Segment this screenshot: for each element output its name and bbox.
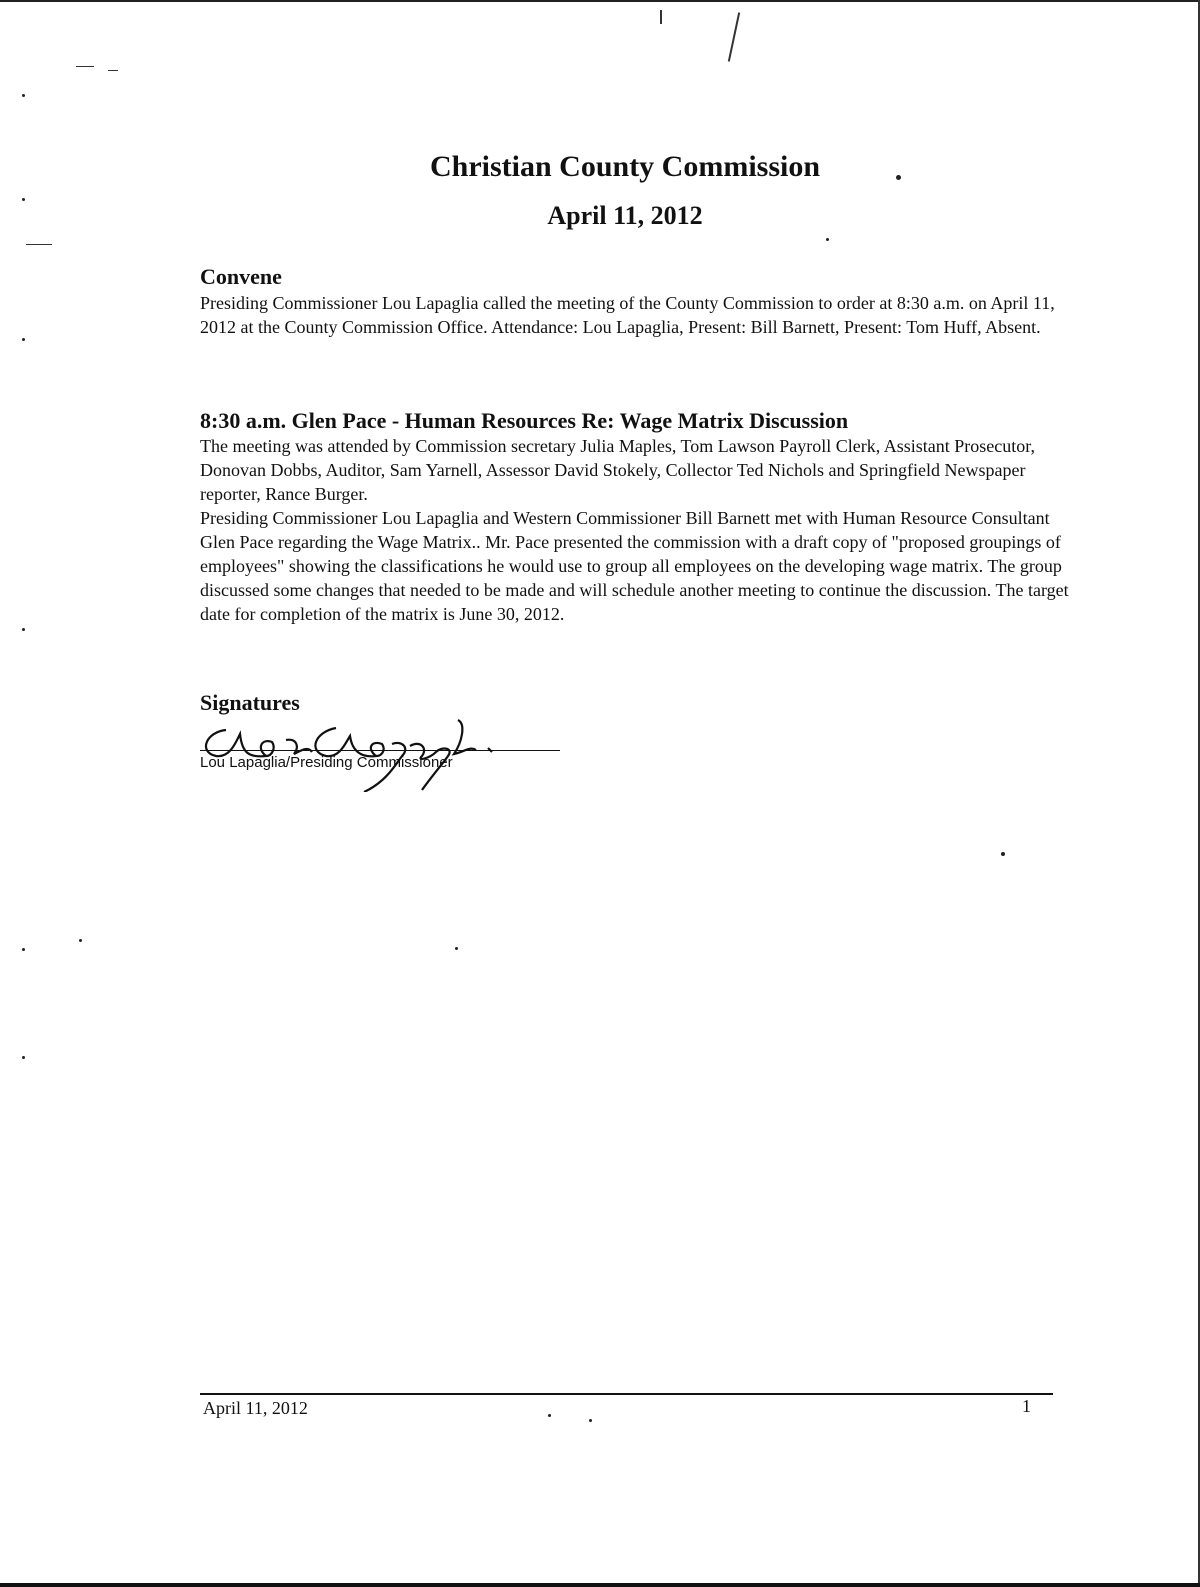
signer-label: Lou Lapaglia/Presiding Commissioner <box>200 754 453 771</box>
scan-speck <box>22 948 25 951</box>
scan-speck <box>22 628 25 631</box>
scan-speck <box>548 1414 551 1417</box>
wage-matrix-section-text <box>200 434 1080 626</box>
document-date: April 11, 2012 <box>547 201 703 230</box>
convene-paragraph: Presiding Commissioner Lou Lapaglia called the meeting of the County Commission to order at 8:30 a.m. on April 11, 2012 at the County Commission Office. Attendance: Lou Lapaglia, Present: Bill Barnett, Present: Tom Huff, Absent. <box>200 293 1055 337</box>
discussion-paragraph: Presiding Commissioner Lou Lapaglia and Western Commissioner Bill Barnett met with Human Resource Consultant Glen Pace regarding the Wage Matrix.. Mr. Pace presented the commission with a draft copy of "proposed groupings of employees" showing the classifications he would use to group all employees on the developing wage matrix. The group discussed some changes that needed to be made and will schedule another meeting to continue the discussion. The target date for completion of the matrix is June 30, 2012. <box>200 508 1069 624</box>
scan-mark <box>728 12 740 61</box>
scan-speck <box>826 238 829 241</box>
signature-block <box>196 712 566 792</box>
convene-heading: Convene <box>200 264 282 289</box>
signatures-heading: Signatures <box>200 690 300 715</box>
attendance-paragraph: The meeting was attended by Commission secretary Julia Maples, Tom Lawson Payroll Clerk, Assistant Prosecutor, Donovan Dobbs, Auditor, Sam Yarnell, Assessor David Stokely, Collector Ted Nichols and Springfield Newspaper reporter, Rance Burger. <box>200 436 1036 504</box>
footer-date: April 11, 2012 <box>203 1398 308 1418</box>
scan-speck <box>22 94 25 97</box>
scan-mark <box>108 70 118 71</box>
scan-speck <box>22 1056 25 1059</box>
scan-speck <box>22 338 25 341</box>
wage-matrix-heading: 8:30 a.m. Glen Pace - Human Resources Re: Wage Matrix Discussion <box>200 408 849 433</box>
signature-line <box>200 750 560 751</box>
convene-section-text <box>200 291 1080 339</box>
scan-speck <box>1001 852 1005 856</box>
page-number: 1 <box>1022 1396 1031 1416</box>
handwritten-signature <box>196 712 566 792</box>
scan-mark <box>76 66 94 67</box>
scan-speck <box>79 939 82 942</box>
scan-mark <box>660 10 662 24</box>
document-title: Christian County Commission <box>429 150 821 183</box>
scan-mark <box>26 244 52 245</box>
scan-speck <box>589 1419 592 1422</box>
page-border-top <box>0 0 1200 2</box>
footer-rule <box>200 1393 1053 1395</box>
scan-speck <box>455 947 458 950</box>
page-border-bottom <box>0 1583 1200 1587</box>
